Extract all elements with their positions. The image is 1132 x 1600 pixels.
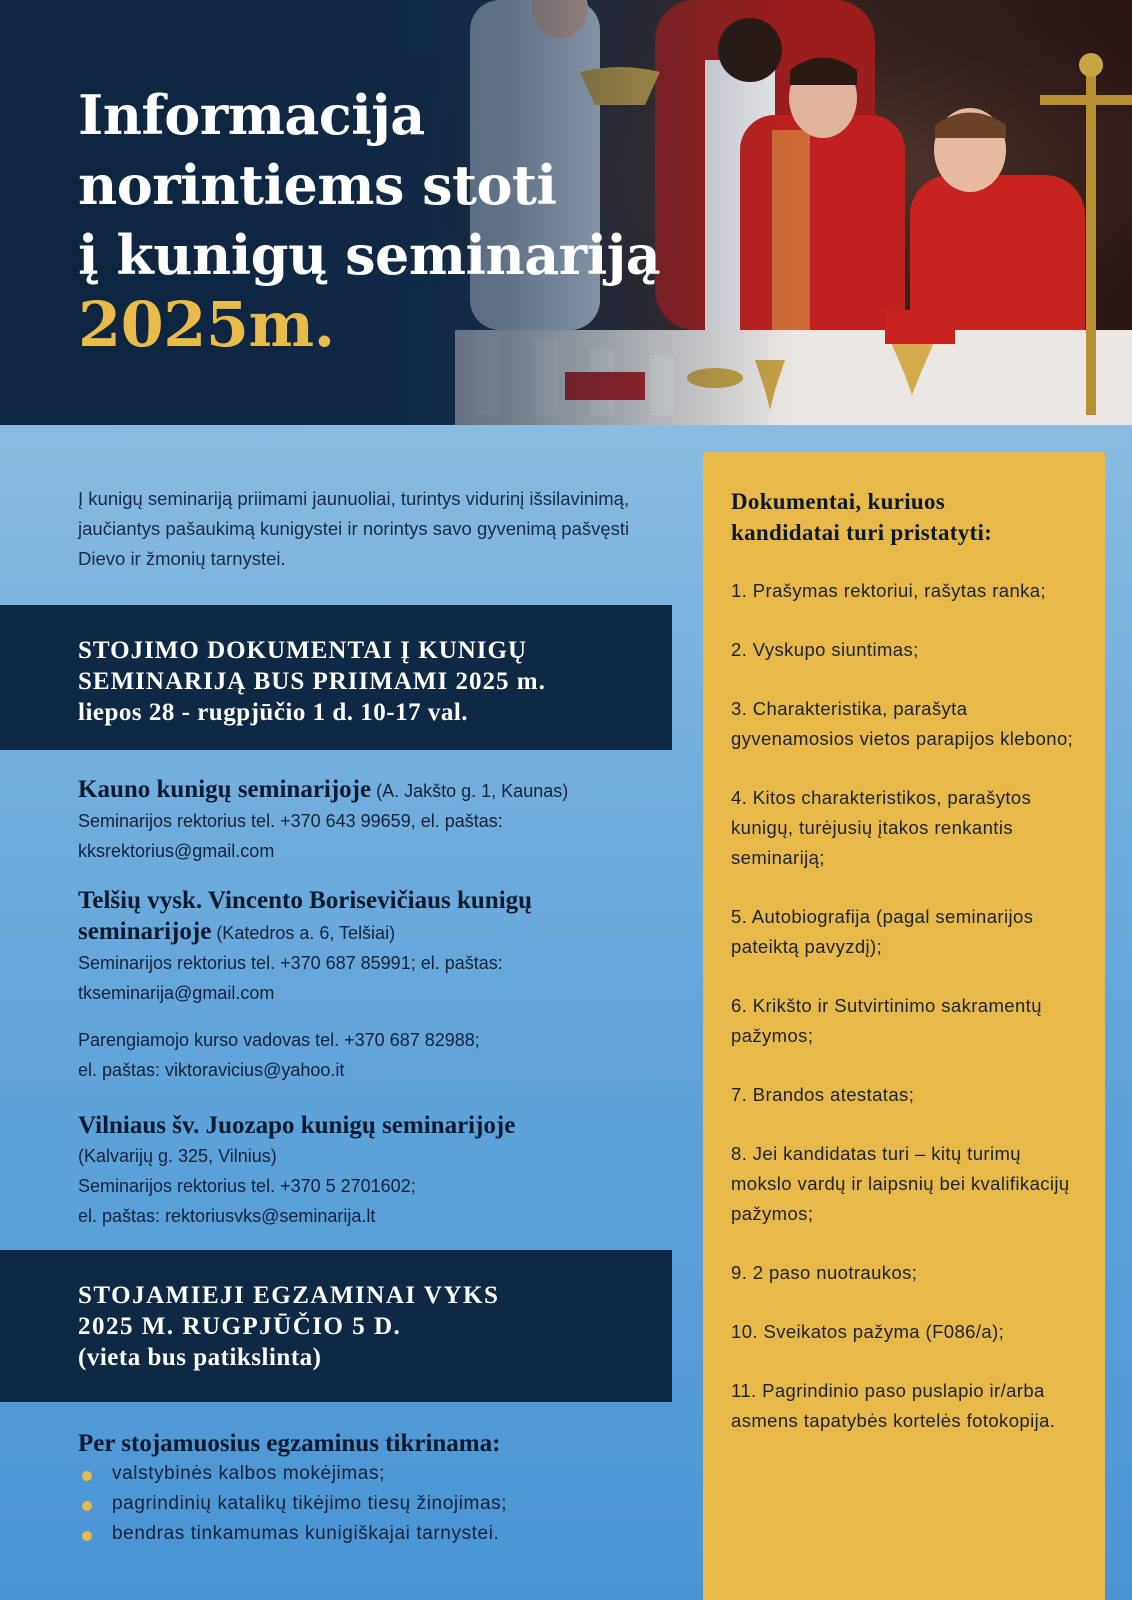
seminary-telsiai-email[interactable]: tkseminarija@gmail.com — [78, 983, 275, 1003]
seminary-telsiai-name: Telšių vysk. Vincento Borisevičiaus kunigų — [78, 887, 533, 914]
list-item: 7. Brandos atestatas; — [731, 1084, 915, 1105]
list-item: 6. Krikšto ir Sutvirtinimo sakramentų pažymos; — [731, 995, 1042, 1046]
exam-line-3: (vieta bus patikslinta) — [78, 1344, 322, 1371]
list-item: 11. Pagrindinio paso puslapio ir/arba asmens tapatybės kortelės fotokopija. — [731, 1380, 1056, 1431]
exam-line-2: 2025 M. RUGPJŪČIO 5 D. — [78, 1313, 402, 1340]
seminary-vilnius-address: (Kalvarijų g. 325, Vilnius) — [78, 1146, 277, 1166]
seminary-kaunas-name: Kauno kunigų seminarijoje — [78, 776, 372, 803]
seminary-kaunas-email[interactable]: kksrektorius@gmail.com — [78, 841, 275, 861]
documents-heading — [731, 486, 1079, 548]
documents-heading-line-2: kandidatai turi pristatyti: — [731, 520, 993, 545]
seminary-telsiai-name-2: seminarijoje — [78, 918, 212, 945]
seminary-telsiai-address: (Katedros a. 6, Telšiai) — [216, 923, 396, 943]
bullet-dot-icon — [82, 1471, 92, 1481]
hero-title-line-3: į kunigų seminariją — [78, 223, 661, 287]
seminary-vilnius-name: Vilniaus šv. Juozapo kunigų seminarijoje — [78, 1112, 516, 1139]
list-item: 4. Kitos charakteristikos, parašytos kunigų, turėjusių įtakos renkantis seminariją; — [731, 787, 1032, 868]
documents-list — [731, 576, 1079, 1436]
exam-topics-list — [78, 1459, 678, 1549]
list-item: 8. Jei kandidatas turi – kitų turimų mokslo vardų ir laipsnių bei kvalifikacijų pažymos; — [731, 1143, 1070, 1224]
documents-heading-line-1: Dokumentai, kuriuos — [731, 489, 946, 514]
seminary-kaunas — [78, 774, 678, 866]
seminary-telsiai-contact: Seminarijos rektorius tel. +370 687 85991; el. paštas: — [78, 953, 503, 973]
hero-banner — [0, 0, 1132, 425]
list-item: 2. Vyskupo siuntimas; — [731, 639, 919, 660]
preparatory-course-contact: Parengiamojo kurso vadovas tel. +370 687 82988; — [78, 1030, 480, 1050]
exam-line-1: STOJAMIEJI EGZAMINAI VYKS — [78, 1282, 500, 1309]
bullet-dot-icon — [82, 1531, 92, 1541]
preparatory-course — [78, 1025, 678, 1085]
exam-topics — [78, 1428, 678, 1549]
intro-paragraph: Į kunigų seminariją priimami jaunuoliai, turintys vidurinį išsilavinimą, jaučiantys pašaukimą kunigystei ir norintys savo gyvenimą pašvęsti Dievo ir žmonių tarnystei. — [78, 488, 630, 569]
admission-line-1: STOJIMO DOKUMENTAI Į KUNIGŲ — [78, 637, 528, 664]
documents-panel — [703, 452, 1105, 1600]
list-item: 9. 2 paso nuotraukos; — [731, 1262, 918, 1283]
admission-line-3: liepos 28 - rugpjūčio 1 d. 10-17 val. — [78, 699, 469, 726]
list-item: 10. Sveikatos pažyma (F086/a); — [731, 1321, 1005, 1342]
seminary-vilnius-contact: Seminarijos rektorius tel. +370 5 2701602; — [78, 1176, 416, 1196]
seminary-telsiai — [78, 885, 678, 1008]
exam-topics-heading: Per stojamuosius egzaminus tikrinama: — [78, 1430, 501, 1457]
seminary-vilnius — [78, 1110, 678, 1231]
preparatory-course-email[interactable]: el. paštas: viktoravicius@yahoo.it — [78, 1060, 345, 1080]
list-item: 3. Charakteristika, parašyta gyvenamosios vietos parapijos klebono; — [731, 698, 1074, 749]
list-item: 5. Autobiografija (pagal seminarijos pateiktą pavyzdį); — [731, 906, 1034, 957]
list-item: 1. Prašymas rektoriui, rašytas ranka; — [731, 580, 1047, 601]
list-item: bendras tinkamumas kunigiškajai tarnystei. — [78, 1519, 678, 1549]
hero-title-line-2: norintiems stoti — [78, 153, 557, 217]
admission-dates-band — [0, 605, 672, 750]
list-item: valstybinės kalbos mokėjimas; — [78, 1459, 678, 1489]
seminary-vilnius-email[interactable]: el. paštas: rektoriusvks@seminarija.lt — [78, 1206, 376, 1226]
hero-title-line-1: Informacija — [78, 83, 425, 147]
hero-title-year: 2025m. — [78, 288, 335, 361]
admission-line-2: SEMINARIJĄ BUS PRIIMAMI 2025 m. — [78, 668, 546, 695]
seminary-kaunas-contact: Seminarijos rektorius tel. +370 643 99659, el. paštas: — [78, 811, 503, 831]
hero-title — [78, 80, 660, 360]
list-item: pagrindinių katalikų tikėjimo tiesų žinojimas; — [78, 1489, 678, 1519]
bullet-dot-icon — [82, 1501, 92, 1511]
seminary-kaunas-address: (A. Jakšto g. 1, Kaunas) — [376, 781, 569, 801]
exam-date-band — [0, 1250, 672, 1402]
